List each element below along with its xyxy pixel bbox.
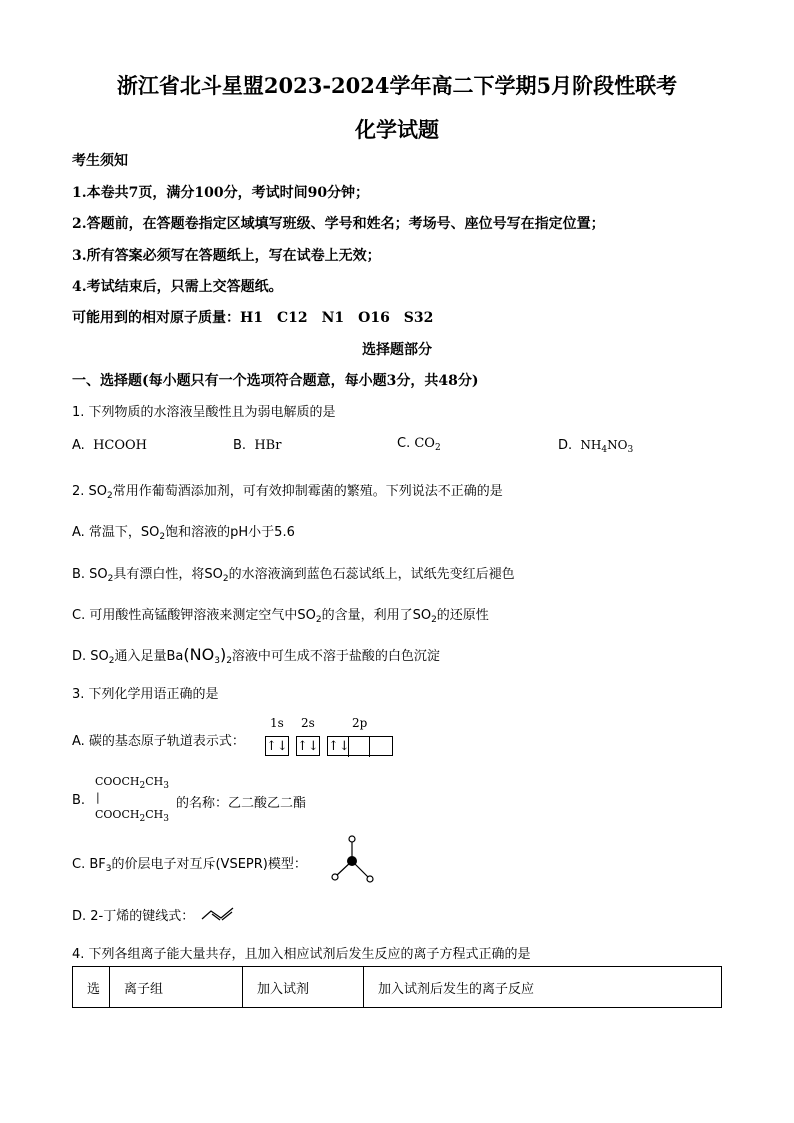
question-1-option-a: A. HCOOH bbox=[72, 438, 147, 453]
orbital-2p-box-3 bbox=[370, 737, 391, 757]
orbital-label-2p: 2p bbox=[352, 716, 368, 730]
table-header-cell: 加入试剂 bbox=[243, 967, 364, 1008]
question-3-stem: 3. 下列化学用语正确的是 bbox=[72, 687, 219, 702]
structure-bottom-group: $COOCH_2CH_3$ bbox=[95, 808, 169, 824]
question-3-option-a: A. 碳的基态原子轨道表示式： bbox=[72, 734, 245, 749]
exam-title: 浙江省北斗星盟2023-2024学年高二下学期5月阶段性联考 bbox=[116, 73, 678, 98]
table-header-cell: 离子组 bbox=[110, 967, 243, 1008]
structure-top-group: $COOCH_2CH_3$ bbox=[95, 775, 169, 791]
question-1-option-d: D. $NH_4NO_3$ bbox=[558, 438, 634, 455]
table-header-cell: 选 bbox=[73, 967, 110, 1008]
question-1-option-b: B. HBr bbox=[233, 438, 282, 453]
question-2-option-a: A. 常温下，$SO_2$饱和溶液的pH小于5.6 bbox=[72, 525, 295, 542]
notice-item: 3.所有答案必须写在答题纸上，写在试卷上无效； bbox=[72, 248, 381, 264]
question-2-stem: 2. $SO_2$常用作葡萄酒添加剂，可有效抑制霉菌的繁殖。下列说法不正确的是 bbox=[72, 484, 503, 501]
orbital-diagram bbox=[265, 736, 395, 758]
notice-heading: 考生须知 bbox=[72, 153, 128, 169]
exam-subtitle: 化学试题 bbox=[355, 117, 439, 142]
question-3-option-b-label: B. bbox=[72, 793, 86, 808]
orbital-1s-box: ↑↓ bbox=[266, 739, 288, 754]
structure-bond: | bbox=[96, 791, 100, 804]
orbital-label-1s: 1s bbox=[270, 716, 284, 730]
orbital-2s-box: ↑↓ bbox=[297, 739, 319, 754]
part-title: 选择题部分 bbox=[362, 342, 432, 358]
question-4-stem: 4. 下列各组离子能大量共存，且加入相应试剂后发生反应的离子方程式正确的是 bbox=[72, 947, 531, 962]
atomic-mass-line: 可能用到的相对原子质量：H1 C12 N1 O16 S32 bbox=[72, 310, 434, 326]
question-2-option-b: B. $SO_2$具有漂白性，将$SO_2$的水溶液滴到蓝色石蕊试纸上，试纸先变红后褪色 bbox=[72, 567, 515, 584]
question-3-option-b-text: 的名称：乙二酸乙二酯 bbox=[176, 796, 307, 811]
question-1-option-c: C. $CO_2$ bbox=[397, 436, 441, 453]
question-3-option-c: C. $BF_3$的价层电子对互斥(VSEPR)模型： bbox=[72, 857, 307, 874]
question-1-stem: 1. 下列物质的水溶液呈酸性且为弱电解质的是 bbox=[72, 405, 336, 420]
table-header-row bbox=[73, 967, 722, 1008]
question-4-table bbox=[72, 966, 722, 1008]
section-heading: 一、选择题(每小题只有一个选项符合题意，每小题3分，共48分) bbox=[72, 373, 479, 389]
table-header-cell: 加入试剂后发生的离子反应 bbox=[364, 967, 722, 1008]
notice-item: 1.本卷共7页，满分100分，考试时间90分钟； bbox=[72, 185, 370, 201]
question-2-option-d: D. $SO_2$通入足量$Ba(NO_3)_2$溶液中可生成不溶于盐酸的白色沉淀 bbox=[72, 645, 440, 666]
notice-item: 2.答题前，在答题卷指定区域填写班级、学号和姓名；考场号、座位号写在指定位置； bbox=[72, 216, 605, 232]
orbital-label-2s: 2s bbox=[301, 716, 315, 730]
orbital-2p-box-2 bbox=[349, 737, 370, 757]
question-2-option-c: C. 可用酸性高锰酸钾溶液来测定空气中$SO_2$的含量，利用了$SO_2$的还原性 bbox=[72, 608, 489, 625]
vsepr-model-figure bbox=[328, 833, 378, 885]
orbital-2p-box-1: ↑↓ bbox=[328, 737, 349, 757]
notice-item: 4.考试结束后，只需上交答题纸。 bbox=[72, 279, 283, 295]
butene-skeletal-formula bbox=[200, 904, 236, 922]
question-3-option-d: D. 2-丁烯的键线式： bbox=[72, 909, 195, 924]
